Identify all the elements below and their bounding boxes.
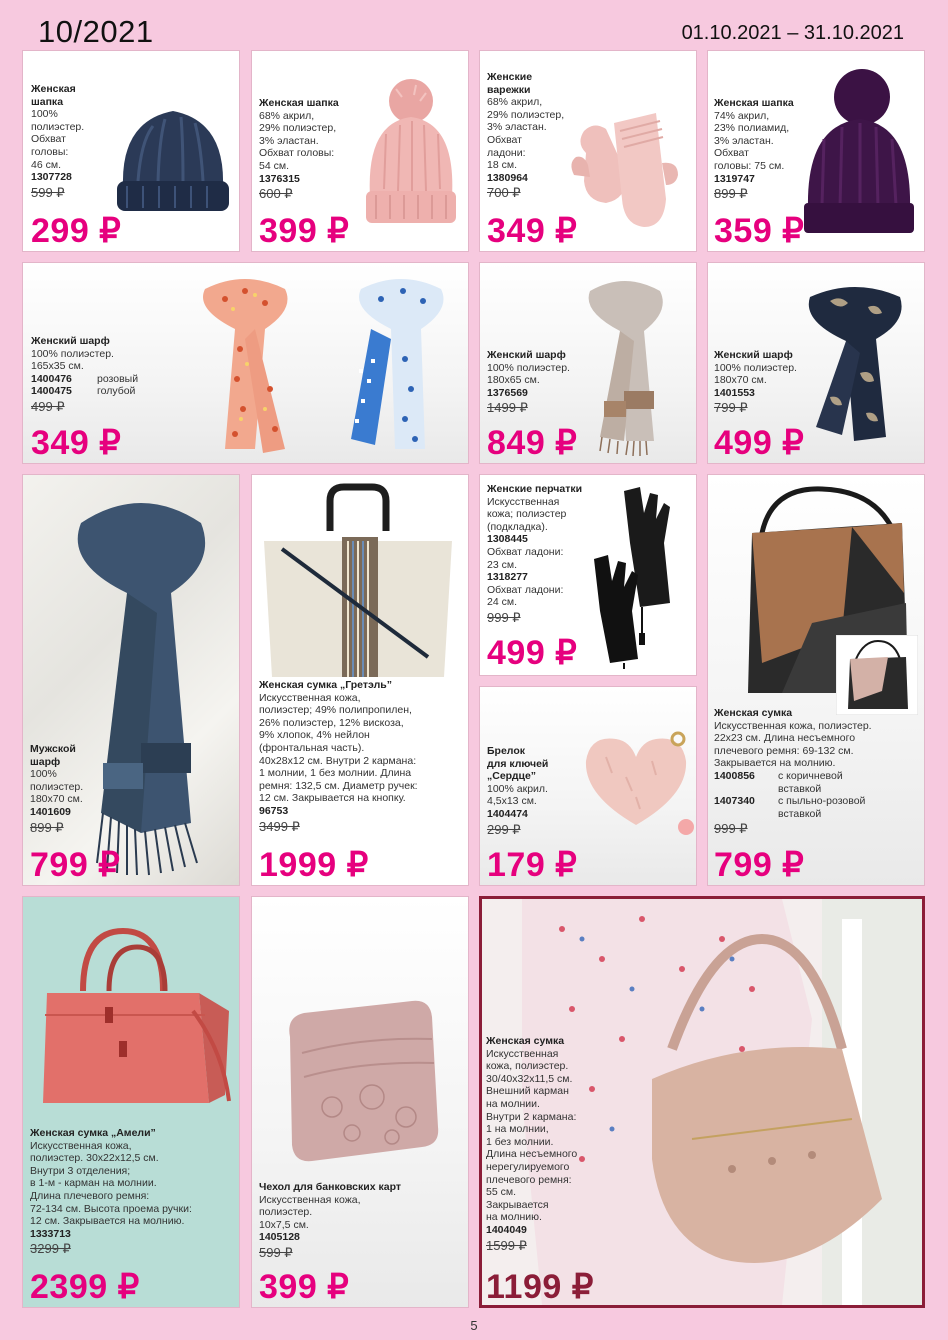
- sale-price: 1199 ₽: [486, 1268, 594, 1306]
- product-title: Женский шарф: [31, 335, 110, 347]
- product-card-bag-brown[interactable]: [707, 474, 925, 886]
- product-title: Женские варежки: [487, 71, 533, 96]
- variant-code: 1400856: [714, 769, 755, 782]
- heart-fur-keychain-image: [576, 717, 696, 837]
- product-title: Женские перчатки: [487, 483, 583, 495]
- product-card-mittens[interactable]: [479, 50, 697, 252]
- product-title: Женская сумка: [714, 707, 793, 719]
- product-code: 1333713: [30, 1227, 71, 1240]
- product-description: Искусственная кожа, полиэстер. 10x7,5 см.: [259, 1193, 361, 1231]
- product-code: 96753: [259, 804, 289, 817]
- variant-code: 1400475: [31, 385, 72, 398]
- product-code: 1401609: [30, 805, 71, 818]
- product-description: 100% полиэстер. 180x70 см.: [714, 361, 797, 387]
- product-description: 100% полиэстер. 180x70 см.: [30, 768, 84, 806]
- old-price: 899 ₽: [714, 186, 748, 202]
- sale-price: 799 ₽: [714, 846, 805, 884]
- old-price: 599 ₽: [259, 1244, 293, 1260]
- product-card-scarf-floral[interactable]: [22, 262, 469, 464]
- tote-bag-beige-image: [258, 481, 458, 681]
- product-card-hat-1[interactable]: [22, 50, 240, 252]
- product-card-gloves[interactable]: [479, 474, 697, 676]
- old-price: 599 ₽: [31, 184, 65, 200]
- variant-color: розовый: [97, 372, 139, 385]
- sale-price: 2399 ₽: [30, 1268, 140, 1306]
- leather-gloves-black-image: [584, 483, 694, 673]
- old-price: 799 ₽: [714, 400, 748, 416]
- product-card-hat-2[interactable]: [251, 50, 469, 252]
- product-code: 1380964: [487, 171, 528, 184]
- product-title: Женская сумка „Гретэль”: [259, 679, 392, 691]
- product-code: 1307728: [31, 171, 72, 184]
- product-code-1: 1308445: [487, 533, 528, 546]
- product-size-2: Обхват ладони: 24 см.: [487, 583, 564, 609]
- product-card-bag-ameli[interactable]: [22, 896, 240, 1308]
- product-title: Женская сумка „Амели”: [30, 1127, 156, 1139]
- old-price: 999 ₽: [487, 609, 521, 625]
- issue-number: 10/2021: [38, 14, 154, 49]
- old-price: 3499 ₽: [259, 818, 300, 834]
- product-card-hat-3[interactable]: [707, 50, 925, 252]
- product-title: Женская сумка: [486, 1035, 565, 1047]
- sale-price: 349 ₽: [31, 424, 122, 462]
- sale-price: 799 ₽: [30, 846, 121, 884]
- product-card-scarf-grey[interactable]: [479, 262, 697, 464]
- product-code-2: 1318277: [487, 571, 528, 584]
- variant-row[interactable]: [31, 373, 181, 386]
- variant-row[interactable]: [31, 385, 181, 398]
- variant-row[interactable]: [714, 770, 922, 795]
- product-description: 100% полиэстер. Обхват головы: 46 см.: [31, 108, 85, 171]
- variant-code: 1407340: [714, 795, 755, 808]
- product-description: Искусственная кожа, полиэстер; 49% полипропилен, 26% полиэстер, 12% вискоза, 9% хлопок, 4% нейлон (фронтальная часть). 40x28x12 см. Внутри 2 кармана: 1 молнии, 1 без молнии. Длина ремня: 132,5 см. Диаметр ручек: 12 см. Закрывается на кнопку.: [259, 691, 418, 805]
- sale-price: 299 ₽: [31, 212, 122, 250]
- sale-price: 499 ₽: [714, 424, 805, 462]
- old-price: 1499 ₽: [487, 400, 528, 416]
- product-card-bag-beige-featured[interactable]: [479, 896, 925, 1308]
- variant-color: с коричневой вставкой: [778, 769, 843, 795]
- product-description: 100% полиэстер. 165x35 см.: [31, 347, 114, 373]
- variant-code: 1400476: [31, 372, 72, 385]
- product-description: 100% полиэстер. 180x65 см.: [487, 361, 570, 387]
- variant-row[interactable]: [714, 795, 922, 820]
- product-code: 1405128: [259, 1231, 300, 1244]
- product-code: 1376569: [487, 386, 528, 399]
- mittens-pink-image: [566, 103, 686, 233]
- product-description: Искусственная кожа; полиэстер (подкладка).: [487, 495, 567, 533]
- sale-price: 849 ₽: [487, 424, 578, 462]
- product-card-scarf-navy[interactable]: [707, 262, 925, 464]
- sale-price: 499 ₽: [487, 634, 578, 672]
- product-title: Мужской шарф: [30, 743, 76, 768]
- product-card-keychain[interactable]: [479, 686, 697, 886]
- product-description: Искусственная кожа, полиэстер. 30/40x32x11,5 см. Внешний карман на молнии. Внутри 2 кармана: 1 на молнии, 1 без молнии. Длина несъемного нерегулируемого плечевого ремня: 55 см. Закрывается на молнию.: [486, 1047, 578, 1224]
- sale-price: 1999 ₽: [259, 846, 369, 884]
- product-code: 1401553: [714, 386, 755, 399]
- page-number: 5: [470, 1318, 478, 1333]
- product-card-card-case[interactable]: [251, 896, 469, 1308]
- product-code: 1404474: [487, 807, 528, 820]
- product-title: Брелок для ключей „Сердце”: [487, 745, 549, 783]
- product-card-bag-gretel[interactable]: [251, 474, 469, 886]
- sale-price: 359 ₽: [714, 212, 805, 250]
- sale-price: 399 ₽: [259, 1268, 350, 1306]
- variant-color: с пыльно-розовой вставкой: [778, 795, 866, 820]
- sale-price: 179 ₽: [487, 846, 578, 884]
- variant-color: голубой: [97, 385, 136, 398]
- old-price: 299 ₽: [487, 821, 521, 837]
- old-price: 999 ₽: [714, 821, 748, 837]
- old-price: 1599 ₽: [486, 1237, 527, 1253]
- old-price: 499 ₽: [31, 398, 65, 414]
- product-code: 1404049: [486, 1223, 527, 1236]
- old-price: 3299 ₽: [30, 1241, 71, 1257]
- product-title: Чехол для банковских карт: [259, 1181, 401, 1193]
- sale-price: 349 ₽: [487, 212, 578, 250]
- product-title: Женский шарф: [714, 349, 793, 361]
- product-description: Искусственная кожа, полиэстер. 30x22x12,5 см. Внутри 3 отделения; в 1-м - карман на молнии. Длина плечевого ремня: 72-134 см. Высота проема ручки: 12 см. Закрывается на молнию.: [30, 1139, 192, 1228]
- product-title: Женская шапка: [259, 97, 339, 109]
- validity-dates: 01.10.2021 – 31.10.2021: [681, 22, 904, 44]
- product-size-1: Обхват ладони: 23 см.: [487, 545, 564, 571]
- handbag-coral-image: [33, 911, 233, 1111]
- scarf-blue-pattern-image: [341, 269, 461, 459]
- product-title: Женский шарф: [487, 349, 566, 361]
- knit-hat-pink-pompom-image: [356, 79, 466, 229]
- knit-hat-dark-blue-image: [103, 91, 240, 221]
- crossbody-bag-pink-thumbnail: [836, 635, 918, 715]
- sale-price: 399 ₽: [259, 212, 350, 250]
- product-code: 1319747: [714, 172, 755, 185]
- product-title: Женская шапка: [31, 83, 76, 108]
- old-price: 600 ₽: [259, 186, 293, 202]
- old-price: 700 ₽: [487, 185, 521, 201]
- product-title: Женская шапка: [714, 97, 794, 109]
- product-description: 68% акрил, 29% полиэстер, 3% эластан. Обхват ладони: 18 см.: [487, 96, 565, 172]
- product-card-mens-scarf[interactable]: [22, 474, 240, 886]
- product-description: 68% акрил, 29% полиэстер, 3% эластан. Обхват головы: 54 см.: [259, 109, 337, 172]
- card-case-pink-image: [282, 997, 442, 1167]
- product-code: 1376315: [259, 172, 300, 185]
- scarf-pink-floral-image: [185, 269, 305, 459]
- product-description: 100% акрил. 4,5x13 см.: [487, 782, 548, 808]
- product-description: 74% акрил, 23% полиамид, 3% эластан. Обхват головы: 75 см.: [714, 109, 790, 172]
- product-description: Искусственная кожа, полиэстер. 22x23 см. Длина несъемного плечевого ремня: 69-132 см. Закрывается на молнию.: [714, 719, 872, 770]
- old-price: 899 ₽: [30, 819, 64, 835]
